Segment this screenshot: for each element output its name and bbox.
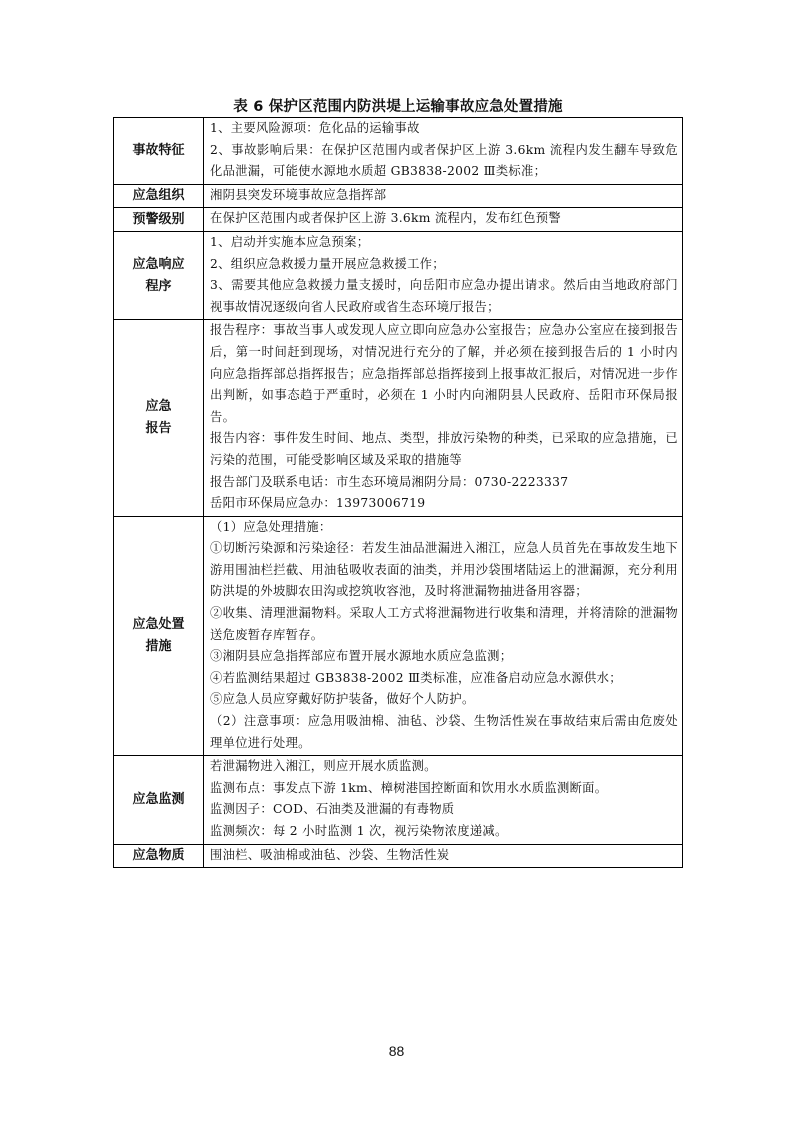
row-label — [114, 320, 204, 516]
content-line: ④若监测结果超过 GB3838-2002 Ⅲ类标准，应准备启动应急水源供水； — [210, 670, 622, 685]
row-label — [114, 516, 204, 756]
content-line: 监测频次：每 2 小时监测 1 次，视污染物浓度递减。 — [210, 824, 508, 838]
content-line: （2）注意事项：应急用吸油棉、油毡、沙袋、生物活性炭在事故结束后需由危废处理单位进行处理。 — [210, 714, 678, 750]
emergency-measures-table — [113, 117, 683, 868]
table-row — [114, 208, 683, 232]
row-label — [114, 756, 204, 844]
table-row — [114, 756, 683, 844]
content-line: ③湘阴县应急指挥部应布置开展水源地水质应急监测； — [210, 649, 513, 664]
row-label — [114, 118, 204, 185]
row-label — [114, 208, 204, 232]
table-row — [114, 184, 683, 208]
row-label-line: 应急响应 — [132, 256, 185, 272]
content-line: 监测布点：事发点下游 1km、樟树港国控断面和饮用水水质监测断面。 — [210, 780, 608, 795]
row-label-line: 措施 — [145, 638, 172, 654]
row-label — [114, 844, 204, 868]
row-label-line: 报告 — [145, 421, 172, 437]
row-label-line: 应急物质 — [132, 847, 185, 863]
table-row — [114, 320, 683, 516]
content-line: 在保护区范围内或者保护区上游 3.6km 流程内，发布红色预警 — [210, 211, 561, 226]
row-label — [114, 184, 204, 208]
table-row — [114, 844, 683, 868]
content-line: ⑤应急人员应穿戴好防护装备，做好个人防护。 — [210, 692, 475, 707]
row-content — [204, 320, 683, 516]
content-line: 1、启动并实施本应急预案； — [210, 234, 370, 249]
content-line: 若泄漏物进入湘江，则应开展水质监测。 — [210, 759, 437, 774]
row-content — [204, 231, 683, 319]
content-line: 报告程序：事故当事人或发现人应立即向应急办公室报告；应急办公室应在接到报告后，第一时间赶到现场，对情况进行充分的了解，并必须在接到报告后的 1 小时内向应急指挥部总指挥报告；应急指挥部总指挥接到上报事故汇报后，对情况进一步作出判断，如事态趋于严重时，必须在 1 小时内向湘阴县人民政府、岳阳市环保局报告。 — [210, 323, 678, 424]
content-line: ②收集、清理泄漏物料。采取人工方式将泄漏物进行收集和清理，并将清除的泄漏物送危废暂存库暂存。 — [210, 606, 678, 642]
row-label-line: 事故特征 — [132, 142, 185, 158]
content-line: 2、组织应急救援力量开展应急救援工作； — [210, 256, 445, 271]
row-label-line: 预警级别 — [132, 211, 185, 227]
content-line: 监测因子：COD、石油类及泄漏的有毒物质 — [210, 802, 455, 817]
row-content — [204, 118, 683, 185]
table-row — [114, 118, 683, 185]
content-line: 湘阴县突发环境事故应急指挥部 — [210, 187, 387, 202]
content-line: （1）应急处理措施： — [210, 519, 332, 534]
content-line: ①切断污染源和污染途径：若发生油品泄漏进入湘江，应急人员首先在事故发生地下游用围油栏拦截、用油毡吸收表面的油类，并用沙袋围堵陆运上的泄漏源，充分利用防洪堤的外坡脚农田沟或挖筑收容池，及时将泄漏物抽进备用容器； — [210, 541, 678, 599]
row-content — [204, 184, 683, 208]
row-content — [204, 844, 683, 868]
row-label-line: 应急监测 — [132, 791, 185, 807]
row-content — [204, 756, 683, 844]
table-row — [114, 231, 683, 319]
row-label — [114, 231, 204, 319]
row-content — [204, 516, 683, 756]
content-line: 报告部门及联系电话：市生态环境局湘阴分局：0730-2223337 — [210, 474, 569, 489]
table-row — [114, 516, 683, 756]
content-line: 岳阳市环保局应急办：13973006719 — [210, 496, 426, 511]
row-label-line: 程序 — [145, 278, 172, 294]
row-label-line: 应急处置 — [132, 616, 185, 632]
row-label-line: 应急 — [145, 399, 172, 415]
content-line: 围油栏、吸油棉或油毡、沙袋、生物活性炭 — [210, 847, 450, 862]
row-label-line: 应急组织 — [132, 188, 185, 204]
content-line: 2、事故影响后果：在保护区范围内或者保护区上游 3.6km 流程内发生翻车导致危化品泄漏，可能使水源地水质超 GB3838-2002 Ⅲ类标准； — [210, 142, 678, 179]
table-title: 表 6 保护区范围内防洪堤上运输事故应急处置措施 — [233, 99, 563, 115]
content-line: 1、主要风险源项：危化品的运输事故 — [210, 121, 420, 135]
content-line: 报告内容：事件发生时间、地点、类型，排放污染物的种类，已采取的应急措施，已污染的范围，可能受影响区域及采取的措施等 — [210, 431, 678, 467]
page-number: 88 — [388, 1043, 405, 1059]
content-line: 3、需要其他应急救援力量支援时，向岳阳市应急办提出请求。然后由当地政府部门视事故情况逐级向省人民政府或省生态环境厅报告； — [210, 278, 678, 314]
row-content — [204, 208, 683, 232]
